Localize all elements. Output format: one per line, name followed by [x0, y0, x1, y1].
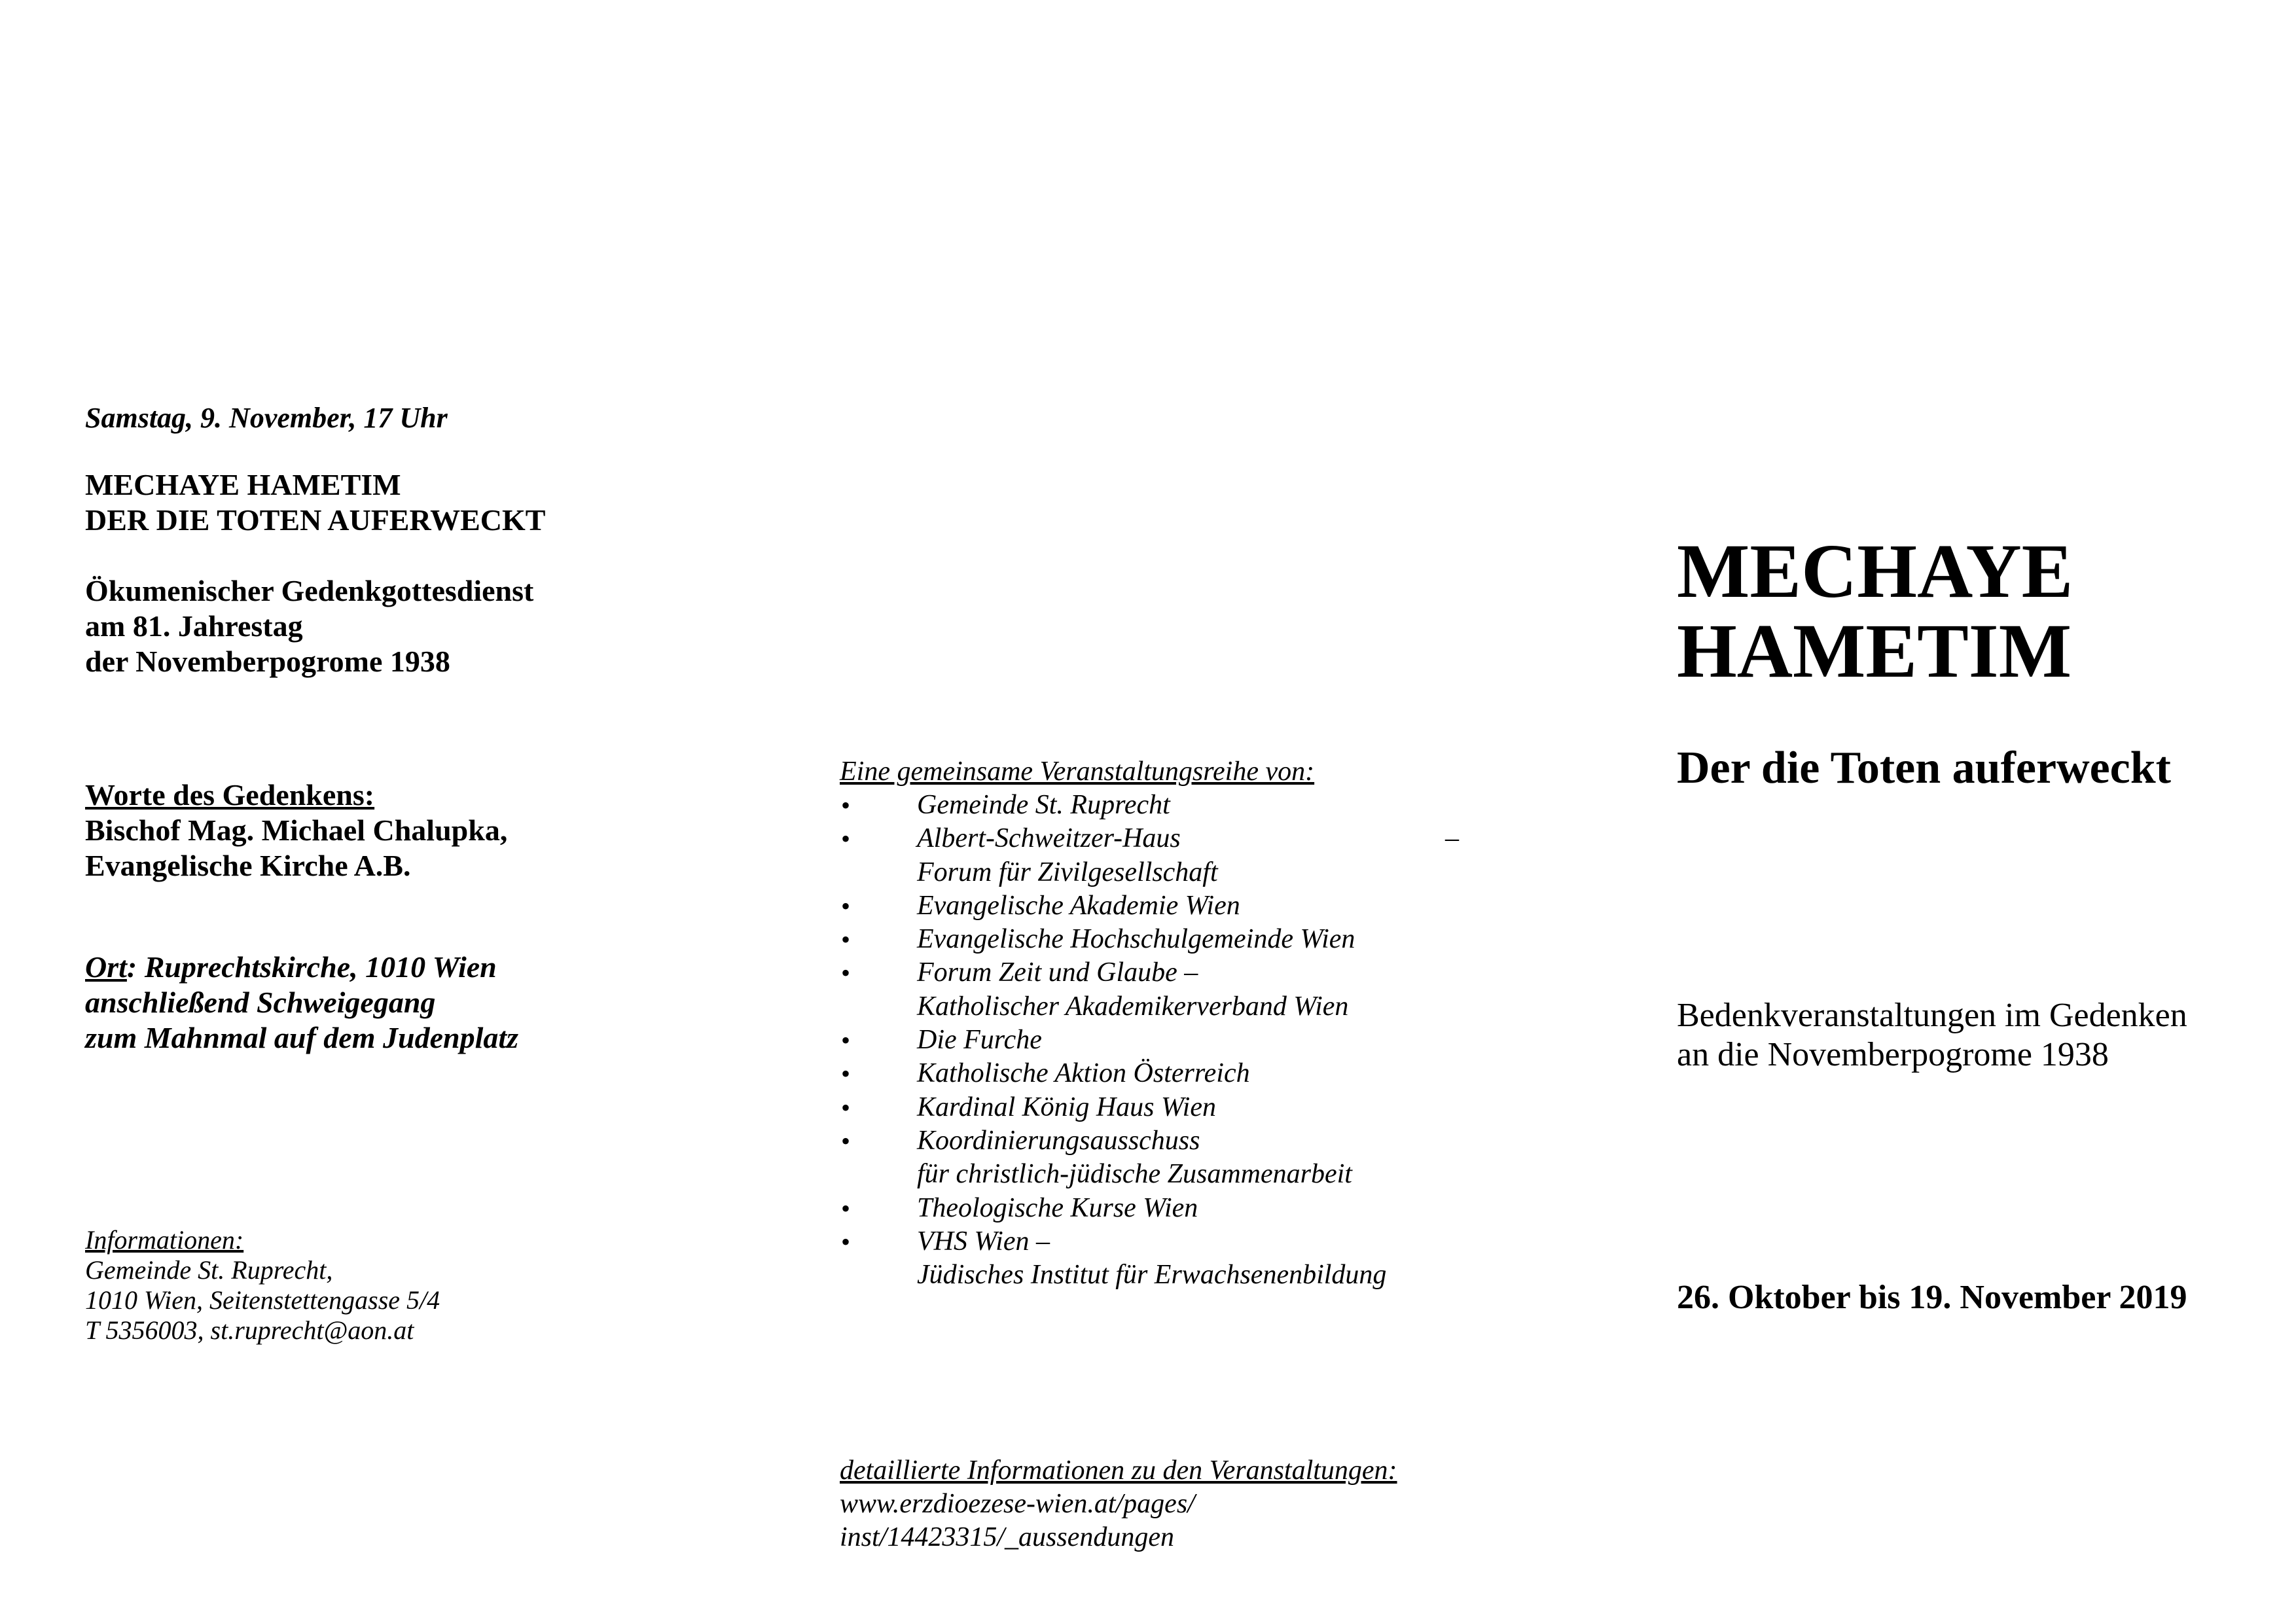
cover-title [1677, 528, 2073, 694]
organizer-name-continued: Forum für Zivilgesellschaft [917, 857, 1218, 887]
details-url-line: www.erzdioezese-wien.at/pages/ [840, 1489, 1195, 1519]
info-block [85, 1225, 440, 1346]
cover-description-line: an die Novemberpogrome 1938 [1677, 1036, 2109, 1073]
details-block [840, 1454, 1397, 1554]
place-line: zum Mahnmal auf dem Judenplatz [85, 1021, 519, 1054]
organizer-name: Die Furche [917, 1025, 1042, 1056]
bullet-icon: • [841, 1193, 851, 1223]
list-item [840, 889, 1386, 923]
bullet-icon: • [841, 824, 851, 854]
list-item [840, 1225, 1386, 1293]
bullet-icon: • [841, 1059, 851, 1089]
cover-title-line: HAMETIM [1677, 608, 2072, 694]
details-url-line: inst/14423315/_aussendungen [840, 1522, 1174, 1552]
info-heading: Informationen: [85, 1225, 244, 1255]
organizer-name: Evangelische Hochschulgemeinde Wien [917, 924, 1355, 955]
place-line: anschließend Schweigegang [85, 986, 436, 1019]
event-title-line: MECHAYE HAMETIM [85, 468, 401, 501]
words-of-remembrance [85, 777, 507, 883]
bullet-icon: • [841, 1226, 851, 1257]
organizer-name-continued: für christlich-jüdische Zusammenarbeit [917, 1159, 1352, 1190]
cover-dates: 26. Oktober bis 19. November 2019 [1677, 1279, 2187, 1316]
bullet-icon: • [841, 1126, 851, 1156]
list-item [840, 822, 1459, 889]
info-contact-line: T 5356003, st.ruprecht@aon.at [85, 1315, 414, 1345]
speaker-line: Bischof Mag. Michael Chalupka, [85, 813, 508, 847]
cover-subtitle: Der die Toten auferweckt [1677, 743, 2171, 793]
list-item [840, 1024, 1386, 1057]
middle-panel [840, 0, 1494, 1623]
words-heading: Worte des Gedenkens: [85, 778, 375, 812]
cover-description [1677, 996, 2187, 1075]
cover-title-line: MECHAYE [1677, 528, 2073, 614]
list-item [840, 923, 1386, 956]
bullet-icon: • [841, 891, 851, 921]
trailing-dash: – [1445, 823, 1459, 854]
bullet-icon: • [841, 1092, 851, 1122]
organizer-name: Gemeinde St. Ruprecht [917, 790, 1170, 820]
organizer-name: Koordinierungsausschuss [917, 1125, 1200, 1156]
event-description-line: am 81. Jahrestag [85, 609, 303, 643]
cover-panel [1677, 0, 2279, 1623]
list-item [840, 1192, 1386, 1225]
event-description-line: Ökumenischer Gedenkgottesdienst [85, 574, 534, 607]
cover-description-line: Bedenkveranstaltungen im Gedenken [1677, 997, 2187, 1034]
bullet-icon: • [841, 1026, 851, 1056]
organizer-name-text: Albert-Schweitzer-Haus [917, 823, 1181, 854]
speaker-line: Evangelische Kirche A.B. [85, 849, 411, 882]
place-block [85, 950, 518, 1056]
details-heading: detaillierte Informationen zu den Veranstaltungen: [840, 1455, 1397, 1486]
list-item [840, 1057, 1386, 1090]
organizer-name: VHS Wien – [917, 1226, 1050, 1257]
list-item [840, 1124, 1386, 1192]
info-line: 1010 Wien, Seitenstettengasse 5/4 [85, 1285, 440, 1315]
place-first-line [85, 950, 518, 985]
organizer-name: Theologische Kurse Wien [917, 1192, 1198, 1223]
organizer-name-continued: Jüdisches Institut für Erwachsenenbildung [917, 1260, 1387, 1291]
event-title [85, 467, 545, 538]
bullet-icon: • [841, 925, 851, 955]
organizer-name [917, 822, 1459, 855]
event-description [85, 573, 533, 679]
left-panel [85, 0, 713, 1623]
organizer-name: Kardinal König Haus Wien [917, 1092, 1216, 1122]
organizer-name: Katholische Aktion Österreich [917, 1058, 1250, 1089]
list-item [840, 789, 1386, 822]
bullet-icon: • [841, 791, 851, 820]
organizer-name: Evangelische Akademie Wien [917, 890, 1240, 921]
organizer-name: Forum Zeit und Glaube – [917, 957, 1198, 988]
organizer-list [840, 789, 1459, 1292]
list-item [840, 1091, 1386, 1124]
event-description-line: der Novemberpogrome 1938 [85, 645, 450, 678]
organizer-name-continued: Katholischer Akademikerverband Wien [917, 991, 1349, 1022]
place-location: : Ruprechtskirche, 1010 Wien [126, 950, 497, 984]
list-item [840, 956, 1386, 1024]
info-line: Gemeinde St. Ruprecht, [85, 1255, 333, 1285]
series-heading: Eine gemeinsame Veranstaltungsreihe von: [840, 757, 1315, 787]
place-label: Ort [85, 950, 127, 984]
event-title-line: DER DIE TOTEN AUFERWECKT [85, 503, 546, 537]
bullet-icon: • [841, 958, 851, 988]
event-date: Samstag, 9. November, 17 Uhr [85, 402, 448, 434]
